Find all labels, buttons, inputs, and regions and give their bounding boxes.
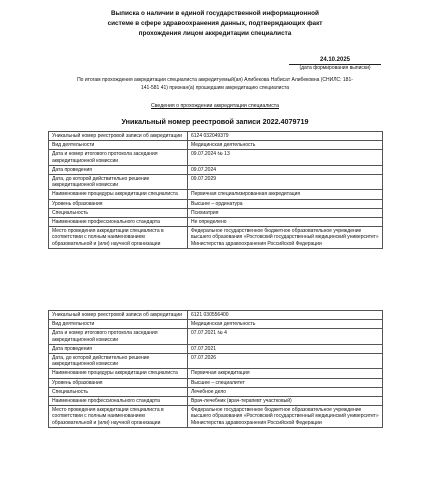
row-label: Дата, до которой действительно решение аккредитационной комиссии [49, 175, 188, 190]
row-value: Врач-лечебник (врач-терапевт участковый) [188, 397, 383, 406]
table-row [49, 227, 383, 249]
row-label: Дата проведения [49, 344, 188, 353]
row-label: Наименование профессионального стандарта [49, 218, 188, 227]
table-row [49, 378, 383, 387]
row-value: 6124 032049379 [188, 132, 383, 141]
table-row [49, 199, 383, 208]
row-value: Медицинская деятельность [188, 141, 383, 150]
document-title [60, 9, 370, 39]
row-label: Уровень образования [49, 378, 188, 387]
table-row [49, 175, 383, 190]
table-row [49, 344, 383, 353]
table-row [49, 165, 383, 174]
row-label: Дата и номер итогового протокола заседания аккредитационной комиссии [49, 329, 188, 344]
intro-line-2: 141-581 41) признан(а) прошедшим аккредитацию специалиста [140, 84, 289, 91]
row-label: Место проведения аккредитации специалиста в соответствии с полным наименованием образовательной и (или) научной организации [49, 406, 188, 428]
title-line-2: системе в сфере здравоохранения данных, подтверждающих факт [107, 20, 323, 27]
table-row [49, 190, 383, 199]
row-label: Уровень образования [49, 199, 188, 208]
row-value: Федеральное государственное бюджетное образовательное учреждение высшего образования «Ростовский государственный медицинский университет» Министерства здравоохранения Российской Федерации [188, 227, 383, 249]
issue-date-block [285, 56, 385, 72]
table-row [49, 311, 383, 320]
row-value: Первичная аккредитация [188, 369, 383, 378]
table-row [49, 141, 383, 150]
row-value: 6121 030556400 [188, 311, 383, 320]
registry-number: Уникальный номер реестровой записи 2022.4079719 [121, 117, 309, 126]
row-value: Медицинская деятельность [188, 320, 383, 329]
table-row [49, 218, 383, 227]
row-value: 09.07.2029 [188, 175, 383, 190]
table-row [49, 329, 383, 344]
row-value: Лечебное дело [188, 387, 383, 396]
row-label: Специальность [49, 208, 188, 217]
row-label: Вид деятельности [49, 320, 188, 329]
row-value: Психиатрия [188, 208, 383, 217]
row-value: 07.07.2021 № 4 [188, 329, 383, 344]
row-value: Первичная специализированная аккредитация [188, 190, 383, 199]
row-value: Высшее – специалитет [188, 378, 383, 387]
table-row [49, 354, 383, 369]
row-value: Федеральное государственное бюджетное образовательное учреждение высшего образования «Ростовский государственный медицинский университет» Министерства здравоохранения Российской Федерации [188, 406, 383, 428]
table-row [49, 369, 383, 378]
row-label: Дата, до которой действительно решение аккредитационной комиссии [49, 354, 188, 369]
title-line-1: Выписка о наличии в единой государственной информационной [111, 10, 319, 17]
title-line-3: прохождения лицом аккредитации специалиста [138, 30, 292, 37]
table-row [49, 397, 383, 406]
accreditation-record-2 [48, 310, 383, 428]
intro-statement [22, 77, 408, 92]
table-row [49, 150, 383, 165]
row-label: Вид деятельности [49, 141, 188, 150]
table-row [49, 208, 383, 217]
accreditation-record-1 [48, 131, 383, 249]
table-row [49, 387, 383, 396]
intro-line-1: По итогам прохождения аккредитации специалиста аккредитуемый(ая) Алибекова Набисат Алибековна (СНИЛС: 181- [77, 77, 353, 83]
table-row [49, 406, 383, 428]
issue-date-caption: (дата формирования выписки) [299, 65, 371, 71]
row-value: 09.07.2024 № 13 [188, 150, 383, 165]
row-value: Не определено [188, 218, 383, 227]
row-value: Высшее – ординатура [188, 199, 383, 208]
table-row [49, 132, 383, 141]
section-heading: Сведения о прохождении аккредитации специалиста [150, 103, 279, 109]
row-label: Наименование профессионального стандарта [49, 397, 188, 406]
issue-date: 24.10.2025 [319, 57, 351, 63]
row-label: Специальность [49, 387, 188, 396]
row-label: Место проведения аккредитации специалиста в соответствии с полным наименованием образовательной и (или) научной организации [49, 227, 188, 249]
row-value: 07.07.2026 [188, 354, 383, 369]
row-label: Уникальный номер реестровой записи об аккредитации [49, 132, 188, 141]
row-label: Дата и номер итогового протокола заседания аккредитационной комиссии [49, 150, 188, 165]
row-label: Наименование процедуры аккредитации специалиста [49, 190, 188, 199]
row-label: Наименование процедуры аккредитации специалиста [49, 369, 188, 378]
table-row [49, 320, 383, 329]
row-label: Дата проведения [49, 165, 188, 174]
row-value: 07.07.2021 [188, 344, 383, 353]
row-label: Уникальный номер реестровой записи об аккредитации [49, 311, 188, 320]
row-value: 09.07.2024 [188, 165, 383, 174]
